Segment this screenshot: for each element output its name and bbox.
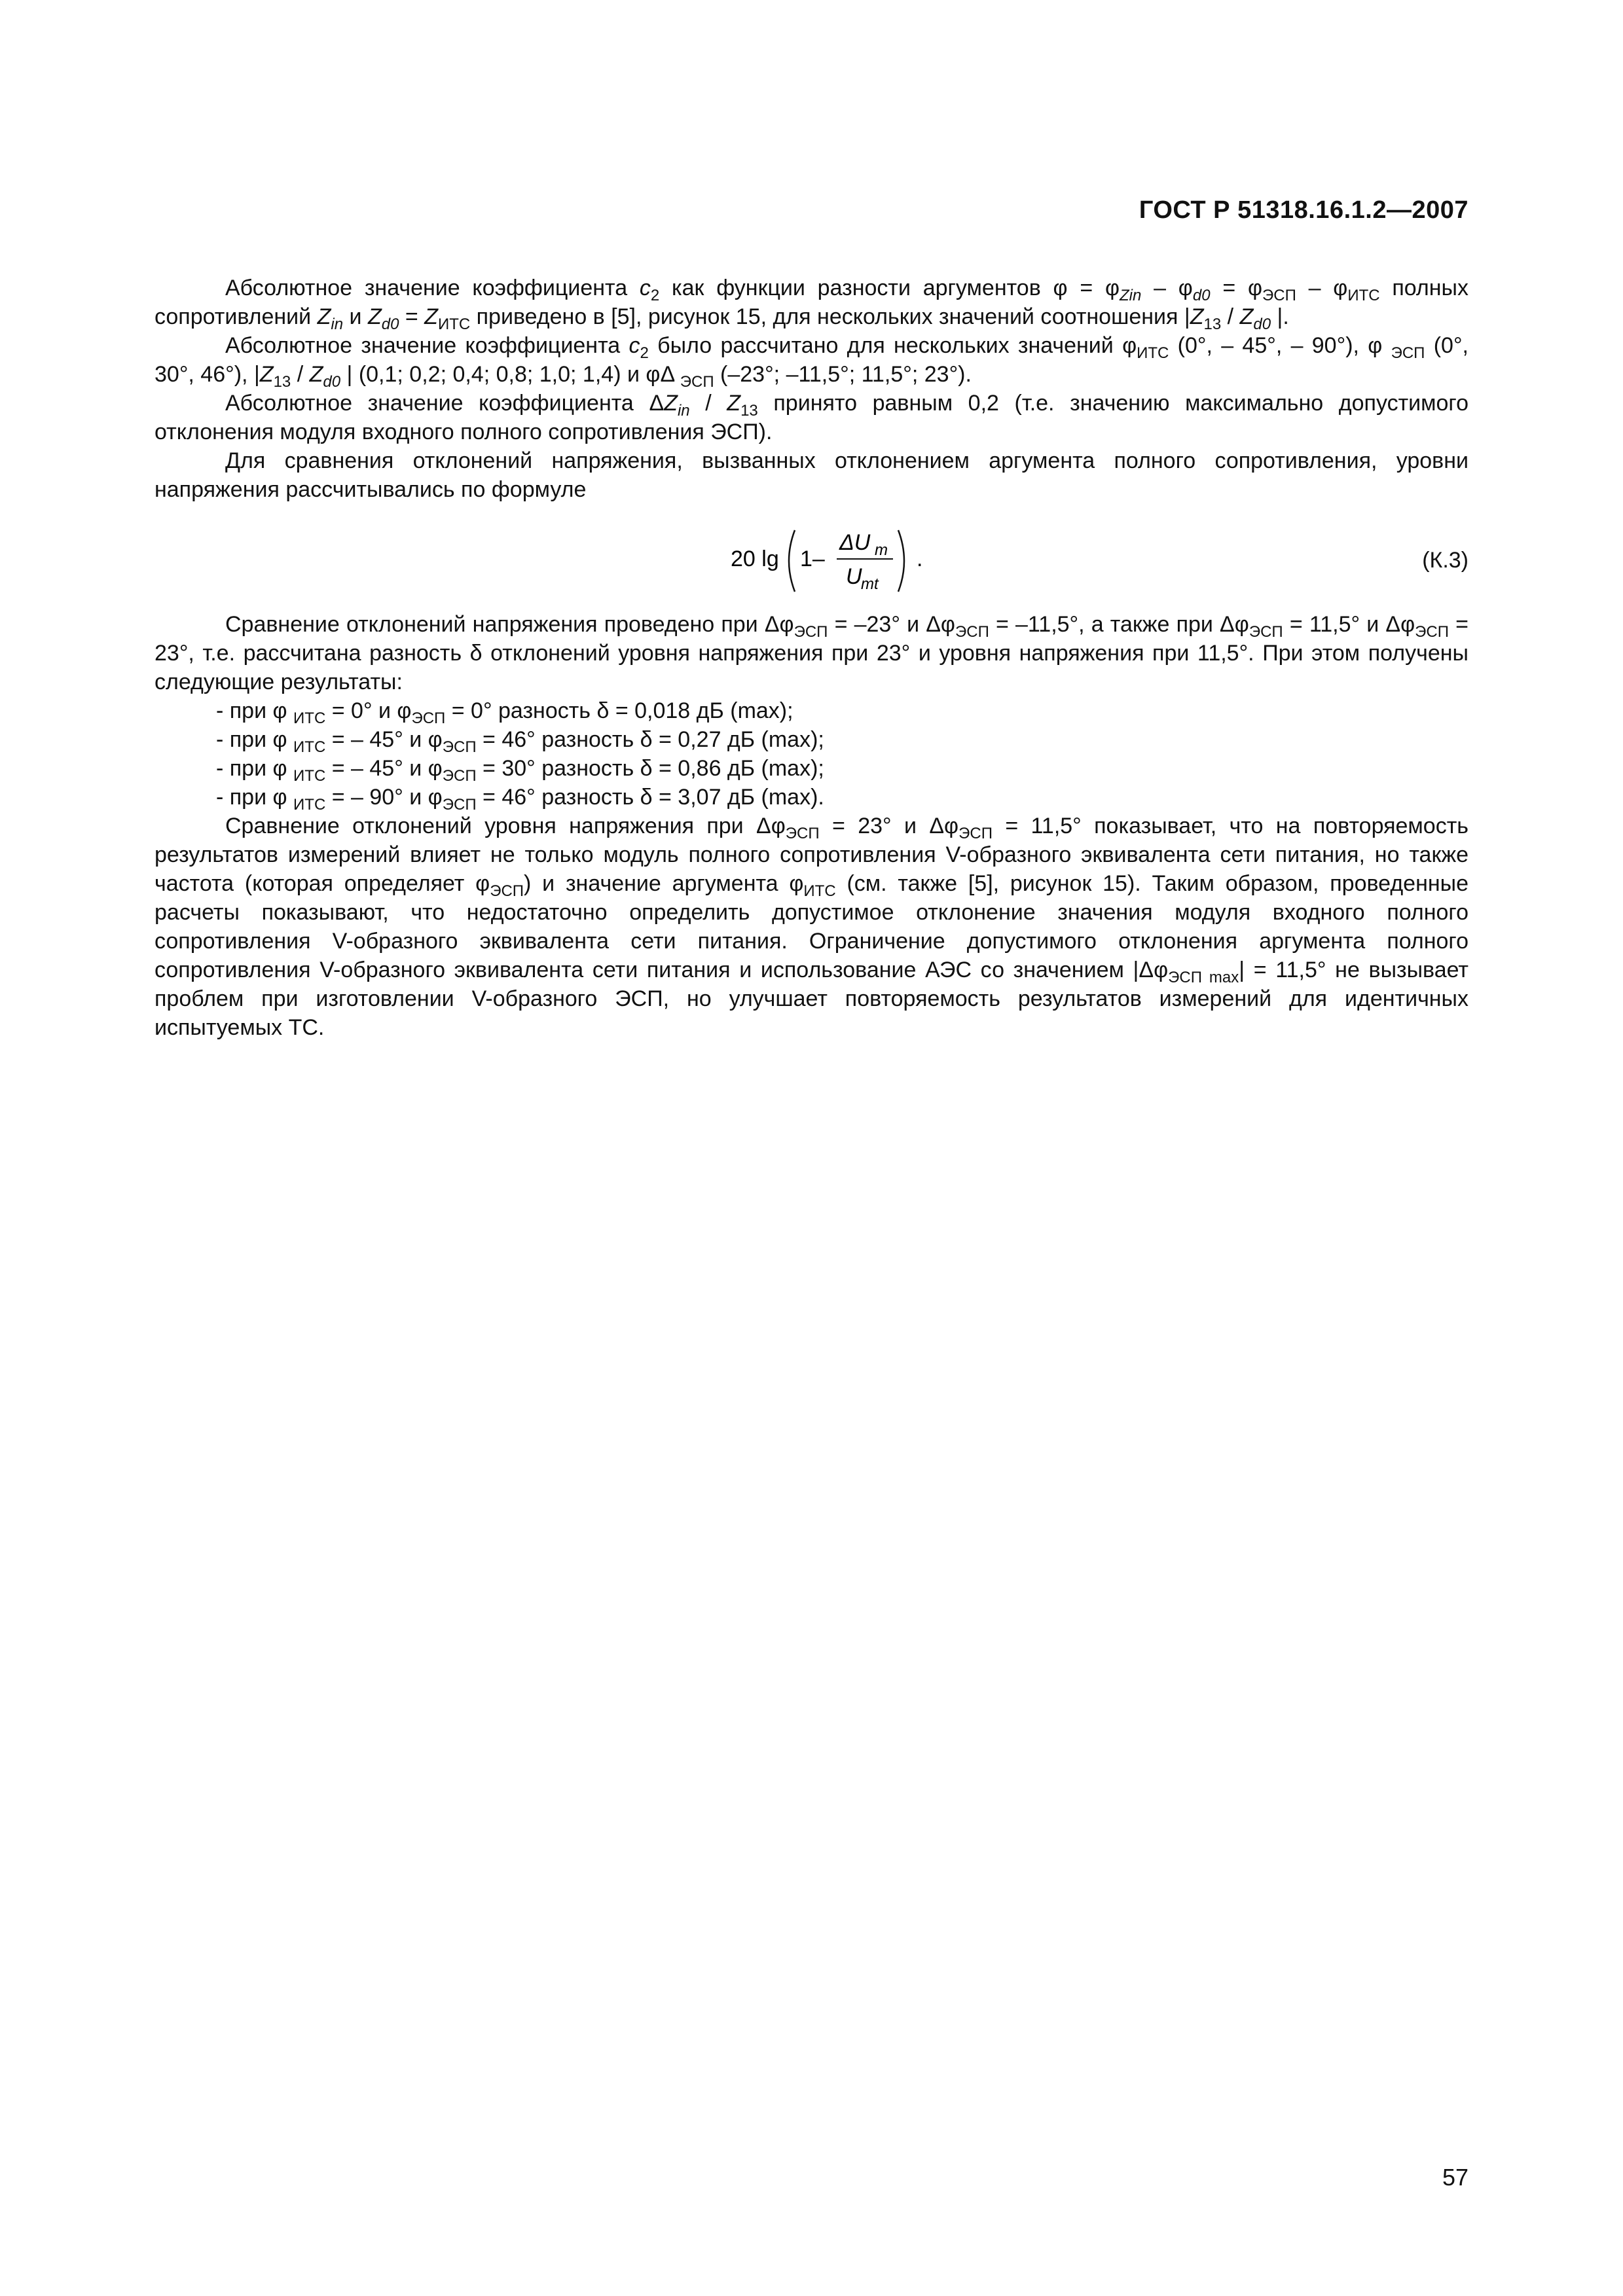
page-number: 57 <box>1442 2164 1468 2191</box>
paragraph-comparison: Сравнение отклонений напряжения проведено при $\Delta\varphi_{ЭСП} = -23^\circ$ и $\Delta\varphi_{ЭСП} = -11,5^\circ$, а также при $\Delta\varphi_{ЭСП} = 11,5^\circ$ и $\Delta\varphi_{ЭСП} = 23^\circ$, т.е. рассчитана разность δ отклонений уровня напряжения при 23° и уровня напряжения при 11,5°. При этом получены следующие результаты: <box>155 612 1469 694</box>
formula-prefix: 20 lg <box>731 547 779 571</box>
formula-right-paren <box>898 530 904 592</box>
result-item: - при φ $_{ИТС}$ = – 45° и $\varphi_{ЭСП} = 46^\circ$ разность δ = 0,27 дБ (max); <box>216 727 824 756</box>
formula-left-paren <box>789 530 795 592</box>
equation-number: (К.3) <box>1422 548 1468 573</box>
formula-numerator-sub: m <box>875 541 888 559</box>
paragraph-formula-intro: Для сравнения отклонений напряжения, вызванных отклонением аргумента полного сопротивления, уровни напряжения рассчитывались по формуле <box>155 448 1468 502</box>
result-item: - при φ $_{ИТС}$ = 0° и $\varphi_{ЭСП} = 0^\circ$ разность δ = 0,018 дБ (max); <box>216 698 793 727</box>
result-item: - при φ $_{ИТС}$ = – 90° и $\varphi_{ЭСП} = 46^\circ$ разность δ = 3,07 дБ (max). <box>216 785 824 814</box>
formula-one-minus: 1– <box>800 547 825 571</box>
paragraph-conclusion: Сравнение отклонений уровня напряжения при $\Delta\varphi_{ЭСП} = 23^\circ$ и $\Delta\varphi_{ЭСП} = 11,5^\circ$ показывает, что на повторяемость результатов измерений влияет не только модуль полного сопротивления V-образного эквивалента сети питания, но также частота (которая определяет $\varphi_{ЭСП}$) и значение аргумента $\varphi_{ИТС}$ (см. также [5], рисунок 15). Таким образом, проведенные расчеты показывают, что недостаточно определить допустимое отклонение значения модуля входного полного сопротивления V-образного эквивалента сети питания. Ограничение допустимого отклонения аргумента полного сопротивления V-образного эквивалента сети питания и использование АЭС со значением $|\Delta\varphi_{ЭСП max}| = 11,5^\circ$ не вызывает проблем при изготовлении V-образного ЭСП, но улучшает повторяемость результатов измерений для идентичных испытуемых ТС. <box>155 814 1469 1040</box>
formula-expression <box>731 518 940 603</box>
paragraph-delta-z: Абсолютное значение коэффициента $\Delta Z_{in} / Z_{13}$ принято равным 0,2 (т.е. значению максимально допустимого отклонения модуля входного полного сопротивления ЭСП). <box>155 391 1468 444</box>
result-item: - при φ $_{ИТС}$ = – 45° и $\varphi_{ЭСП} = 30^\circ$ разность δ = 0,86 дБ (max); <box>216 756 824 785</box>
paragraph-calculation-values: Абсолютное значение коэффициента $c_2$ было рассчитано для нескольких значений $\varphi_{ИТС}$ (0°, – 45°, – 90°), φ $_{ЭСП}$ (0°, 30°, 46°), $|Z_{13} / Z_{d0}$ | (0,1; 0,2; 0,4; 0,8; 1,0; 1,4) и φΔ $_{ЭСП}$ (–23°; –11,5°; 11,5°; 23°). <box>155 333 1469 391</box>
paragraph-coefficient-c2: Абсолютное значение коэффициента $c_2$ как функции разности аргументов $\varphi = \varphi_{Zin} - \varphi_{d0} = \varphi_{ЭСП} - \varphi_{ИТС}$ полных сопротивлений $Z_{in}$ и $Z_{d0} = Z_{ИТС}$ приведено в [5], рисунок 15, для нескольких значений соотношения $|Z_{13} / Z_{d0}$ |. <box>155 276 1468 333</box>
formula-denominator: U <box>846 564 862 589</box>
formula-numerator: ΔU <box>839 530 871 555</box>
document-header: ГОСТ Р 51318.16.1.2—2007 <box>1139 196 1468 224</box>
formula-denominator-sub: mt <box>861 575 879 593</box>
formula-k3 <box>155 518 1468 603</box>
formula-end: . <box>917 547 923 571</box>
document-body <box>155 274 1468 1042</box>
